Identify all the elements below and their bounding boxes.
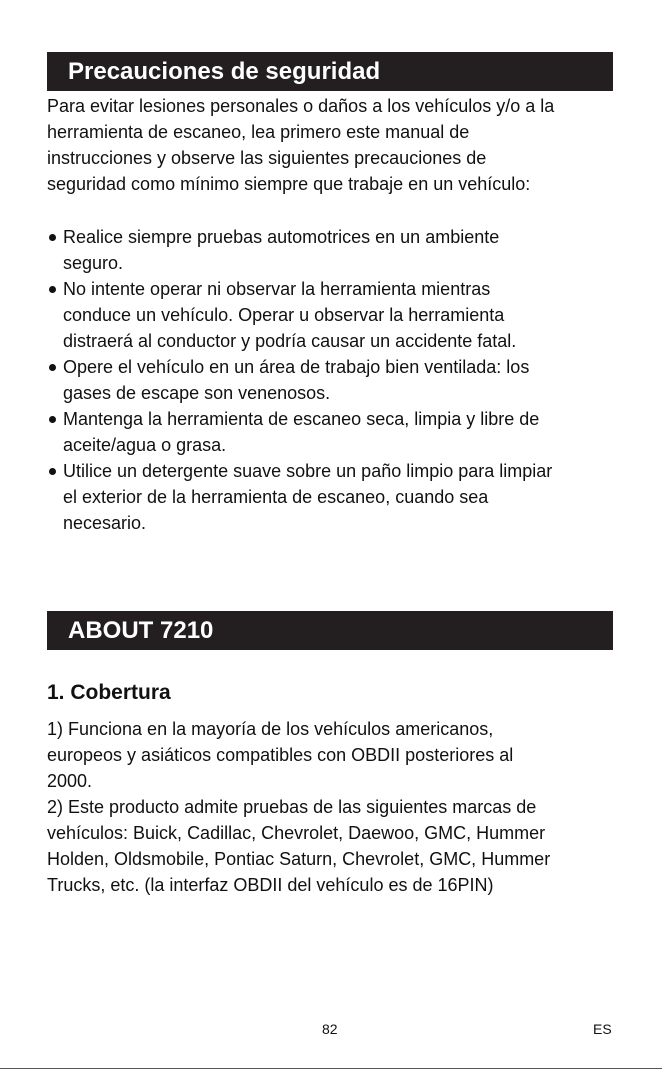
coverage-line: europeos y asiáticos compatibles con OBDII posteriores al xyxy=(47,745,514,765)
intro-line: herramienta de escaneo, lea primero este manual de xyxy=(47,122,470,142)
list-item-line: gases de escape son venenosos. xyxy=(63,383,331,403)
list-item-line: distraerá al conductor y podría causar un accidente fatal. xyxy=(63,331,517,351)
list-item-line: Mantenga la herramienta de escaneo seca, limpia y libre de xyxy=(63,409,540,429)
list-item-line: Realice siempre pruebas automotrices en un ambiente xyxy=(63,227,500,247)
section-title-safety xyxy=(47,52,613,91)
intro-line: seguridad como mínimo siempre que trabaje en un vehículo: xyxy=(47,174,531,194)
page-bottom-divider xyxy=(0,1068,662,1069)
list-item-line: necesario. xyxy=(63,513,147,533)
language-code: ES xyxy=(593,1021,612,1037)
coverage-line: vehículos: Buick, Cadillac, Chevrolet, Daewoo, GMC, Hummer xyxy=(47,823,546,843)
coverage-paragraph xyxy=(47,716,622,898)
list-item-line: conduce un vehículo. Operar u observar la herramienta xyxy=(63,305,505,325)
coverage-line: 2000. xyxy=(47,771,93,791)
coverage-line: Holden, Oldsmobile, Pontiac Saturn, Chevrolet, GMC, Hummer xyxy=(47,849,551,869)
list-item xyxy=(47,224,622,276)
list-item-line: seguro. xyxy=(63,253,124,273)
section-title-safety-text: Precauciones de seguridad xyxy=(68,58,381,85)
section-title-about xyxy=(47,611,613,650)
coverage-line: 2) Este producto admite pruebas de las siguientes marcas de xyxy=(47,797,537,817)
list-item xyxy=(47,276,622,354)
safety-intro-paragraph xyxy=(47,93,622,197)
safety-precautions-list xyxy=(47,224,622,536)
list-item xyxy=(47,354,622,406)
list-item-line: No intente operar ni observar la herramienta mientras xyxy=(63,279,491,299)
coverage-line: 1) Funciona en la mayoría de los vehículos americanos, xyxy=(47,719,494,739)
page-number: 82 xyxy=(322,1021,338,1037)
list-item-line: el exterior de la herramienta de escaneo, cuando sea xyxy=(63,487,489,507)
intro-line: Para evitar lesiones personales o daños a los vehículos y/o a la xyxy=(47,96,555,116)
section-title-about-text: ABOUT 7210 xyxy=(68,617,214,644)
list-item xyxy=(47,458,622,536)
list-item-line: aceite/agua o grasa. xyxy=(63,435,227,455)
list-item-line: Utilice un detergente suave sobre un paño limpio para limpiar xyxy=(63,461,553,481)
coverage-line: Trucks, etc. (la interfaz OBDII del vehículo es de 16PIN) xyxy=(47,875,494,895)
list-item xyxy=(47,406,622,458)
coverage-heading: 1. Cobertura xyxy=(47,681,171,704)
list-item-line: Opere el vehículo en un área de trabajo bien ventilada: los xyxy=(63,357,530,377)
intro-line: instrucciones y observe las siguientes precauciones de xyxy=(47,148,487,168)
